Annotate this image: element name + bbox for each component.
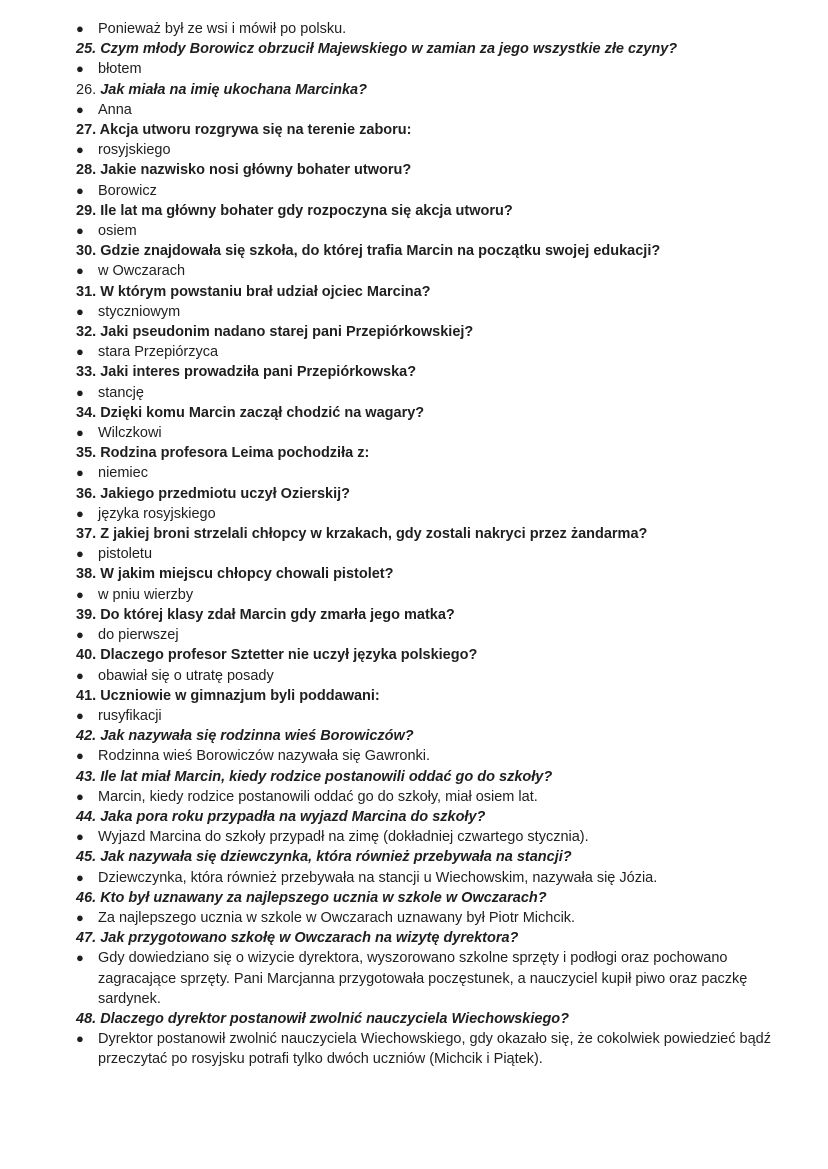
answer-text: Borowicz	[98, 182, 157, 199]
bullet-icon: ●	[76, 707, 84, 723]
question-text: Rodzina profesora Leima pochodziła z:	[96, 445, 370, 462]
document-body	[76, 19, 776, 1070]
answer-text: Anna	[98, 101, 132, 118]
bullet-icon: ●	[76, 303, 84, 319]
question-text: Jak nazywała się rodzinna wieś Borowiczów?	[96, 728, 414, 745]
question	[76, 241, 776, 261]
bullet-icon: ●	[76, 748, 84, 764]
answer-text: języka rosyjskiego	[98, 505, 216, 522]
bullet-icon: ●	[76, 101, 84, 117]
question-number: 45.	[76, 849, 97, 866]
question-number: 26.	[76, 81, 97, 98]
answer-text: pistoletu	[98, 546, 153, 563]
question-number: 31.	[76, 283, 97, 300]
question	[76, 201, 776, 221]
answer-text: styczniowym	[98, 303, 181, 320]
question	[76, 847, 776, 867]
bullet-icon: ●	[76, 61, 84, 77]
question-number: 32.	[76, 324, 97, 341]
question-number: 41.	[76, 687, 97, 704]
question	[76, 564, 776, 584]
answer-text: Dziewczynka, która również przebywała na stancji u Wiechowskim, nazywała się Józia.	[98, 869, 658, 886]
question	[76, 80, 776, 100]
question	[76, 39, 776, 59]
answer	[76, 342, 776, 362]
question-number: 47.	[76, 930, 97, 947]
question	[76, 888, 776, 908]
answer-text: Wyjazd Marcina do szkoły przypadł na zimę (dokładniej czwartego stycznia).	[98, 829, 589, 846]
question	[76, 686, 776, 706]
bullet-icon: ●	[76, 425, 84, 441]
answer	[76, 383, 776, 403]
bullet-icon: ●	[76, 950, 84, 966]
question-number: 42.	[76, 728, 97, 745]
question-text: Czym młody Borowicz obrzucił Majewskiego w zamian za jego wszystkie złe czyny?	[96, 41, 678, 58]
bullet-icon: ●	[76, 1031, 84, 1047]
question	[76, 1009, 776, 1029]
answer-text: rosyjskiego	[98, 142, 171, 159]
answer-text: stara Przepiórzyca	[98, 344, 219, 361]
question-number: 27.	[76, 122, 97, 139]
answer	[76, 302, 776, 322]
question-number: 44.	[76, 808, 97, 825]
answer-text: Gdy dowiedziano się o wizycie dyrektora, wyszorowano szkolne sprzęty i podłogi oraz pochowano zagracające sprzęty. Pani Marcjanna przygotowała poczęstunek, a nauczyciel kupił piwo oraz paczkę sardynek.	[98, 950, 748, 1007]
answer-text: Dyrektor postanowił zwolnić nauczyciela Wiechowskiego, gdy okazało się, że cokolwiek powiedzieć bądź przeczytać po rosyjsku potrafi tylko dwóch uczniów (Michcik i Piątek).	[98, 1031, 771, 1068]
question-number: 29.	[76, 202, 97, 219]
question-text: Z jakiej broni strzelali chłopcy w krzakach, gdy zostali nakryci przez żandarma?	[96, 526, 648, 543]
answer-text: do pierwszej	[98, 627, 179, 644]
answer	[76, 787, 776, 807]
answer	[76, 100, 776, 120]
question-text: Jaka pora roku przypadła na wyjazd Marcina do szkoły?	[96, 808, 486, 825]
answer-text: obawiał się o utratę posady	[98, 667, 274, 684]
answer	[76, 140, 776, 160]
answer	[76, 1029, 776, 1069]
answer	[76, 423, 776, 443]
answer-text: w Owczarach	[98, 263, 186, 280]
answer	[76, 706, 776, 726]
question-text: Ile lat miał Marcin, kiedy rodzice postanowili oddać go do szkoły?	[96, 768, 553, 785]
question	[76, 362, 776, 382]
bullet-icon: ●	[76, 142, 84, 158]
answer-text: osiem	[98, 223, 137, 240]
question-text: Jak miała na imię ukochana Marcinka?	[96, 81, 367, 98]
answer	[76, 19, 776, 39]
bullet-icon: ●	[76, 869, 84, 885]
question-text: Do której klasy zdał Marcin gdy zmarła jego matka?	[96, 606, 455, 623]
question	[76, 403, 776, 423]
question	[76, 484, 776, 504]
bullet-icon: ●	[76, 465, 84, 481]
question-number: 37.	[76, 526, 97, 543]
question-text: Jaki interes prowadziła pani Przepiórkowska?	[96, 364, 417, 381]
bullet-icon: ●	[76, 586, 84, 602]
answer	[76, 948, 776, 1009]
answer	[76, 221, 776, 241]
question-text: Uczniowie w gimnazjum byli poddawani:	[96, 687, 380, 704]
bullet-icon: ●	[76, 505, 84, 521]
question-text: Jakie nazwisko nosi główny bohater utworu?	[96, 162, 412, 179]
question-text: Ile lat ma główny bohater gdy rozpoczyna się akcja utworu?	[96, 202, 513, 219]
question	[76, 645, 776, 665]
question	[76, 282, 776, 302]
bullet-icon: ●	[76, 627, 84, 643]
question-text: Jaki pseudonim nadano starej pani Przepiórkowskiej?	[96, 324, 474, 341]
question	[76, 928, 776, 948]
bullet-icon: ●	[76, 788, 84, 804]
answer-text: błotem	[98, 61, 142, 78]
answer	[76, 181, 776, 201]
question-number: 35.	[76, 445, 97, 462]
answer-text: niemiec	[98, 465, 148, 482]
question-number: 38.	[76, 566, 97, 583]
answer	[76, 746, 776, 766]
question-number: 30.	[76, 243, 97, 260]
question	[76, 807, 776, 827]
question-number: 33.	[76, 364, 97, 381]
answer	[76, 868, 776, 888]
answer	[76, 59, 776, 79]
question	[76, 160, 776, 180]
question-text: W którym powstaniu brał udział ojciec Marcina?	[96, 283, 431, 300]
question-number: 43.	[76, 768, 97, 785]
question-text: Jak nazywała się dziewczynka, która również przebywała na stancji?	[96, 849, 572, 866]
question	[76, 767, 776, 787]
question	[76, 443, 776, 463]
answer	[76, 544, 776, 564]
bullet-icon: ●	[76, 182, 84, 198]
question	[76, 120, 776, 140]
answer	[76, 625, 776, 645]
answer	[76, 463, 776, 483]
question-text: Dlaczego profesor Sztetter nie uczył języka polskiego?	[96, 647, 478, 664]
question-text: Jak przygotowano szkołę w Owczarach na wizytę dyrektora?	[96, 930, 519, 947]
bullet-icon: ●	[76, 223, 84, 239]
bullet-icon: ●	[76, 667, 84, 683]
answer-text: Marcin, kiedy rodzice postanowili oddać go do szkoły, miał osiem lat.	[98, 788, 538, 805]
bullet-icon: ●	[76, 384, 84, 400]
bullet-icon: ●	[76, 344, 84, 360]
question-text: Akcja utworu rozgrywa się na terenie zaboru:	[96, 122, 412, 139]
question-number: 39.	[76, 606, 97, 623]
question-number: 28.	[76, 162, 97, 179]
answer-text: w pniu wierzby	[98, 586, 194, 603]
answer	[76, 827, 776, 847]
question-text: Gdzie znajdowała się szkoła, do której trafia Marcin na początku swojej edukacji?	[96, 243, 661, 260]
answer	[76, 261, 776, 281]
answer-text: Za najlepszego ucznia w szkole w Owczarach uznawany był Piotr Michcik.	[98, 909, 576, 926]
answer-text: Rodzinna wieś Borowiczów nazywała się Gawronki.	[98, 748, 431, 765]
question-number: 46.	[76, 889, 97, 906]
question	[76, 524, 776, 544]
bullet-icon: ●	[76, 546, 84, 562]
answer	[76, 908, 776, 928]
question-text: Kto był uznawany za najlepszego ucznia w szkole w Owczarach?	[96, 889, 547, 906]
answer-text: Ponieważ był ze wsi i mówił po polsku.	[98, 21, 347, 37]
question	[76, 322, 776, 342]
question-number: 40.	[76, 647, 97, 664]
question-text: W jakim miejscu chłopcy chowali pistolet?	[96, 566, 394, 583]
answer-text: stancję	[98, 384, 144, 401]
bullet-icon: ●	[76, 21, 84, 36]
answer	[76, 666, 776, 686]
question	[76, 726, 776, 746]
answer	[76, 504, 776, 524]
bullet-icon: ●	[76, 263, 84, 279]
question-number: 48.	[76, 1010, 97, 1027]
question-text: Dzięki komu Marcin zaczął chodzić na wagary?	[96, 404, 425, 421]
question-text: Dlaczego dyrektor postanowił zwolnić nauczyciela Wiechowskiego?	[96, 1010, 570, 1027]
answer	[76, 585, 776, 605]
question-number: 25.	[76, 41, 97, 58]
question	[76, 605, 776, 625]
bullet-icon: ●	[76, 909, 84, 925]
question-number: 36.	[76, 485, 97, 502]
question-number: 34.	[76, 404, 97, 421]
question-text: Jakiego przedmiotu uczył Ozierskij?	[96, 485, 350, 502]
answer-text: Wilczkowi	[98, 425, 162, 442]
answer-text: rusyfikacji	[98, 707, 162, 724]
bullet-icon: ●	[76, 829, 84, 845]
